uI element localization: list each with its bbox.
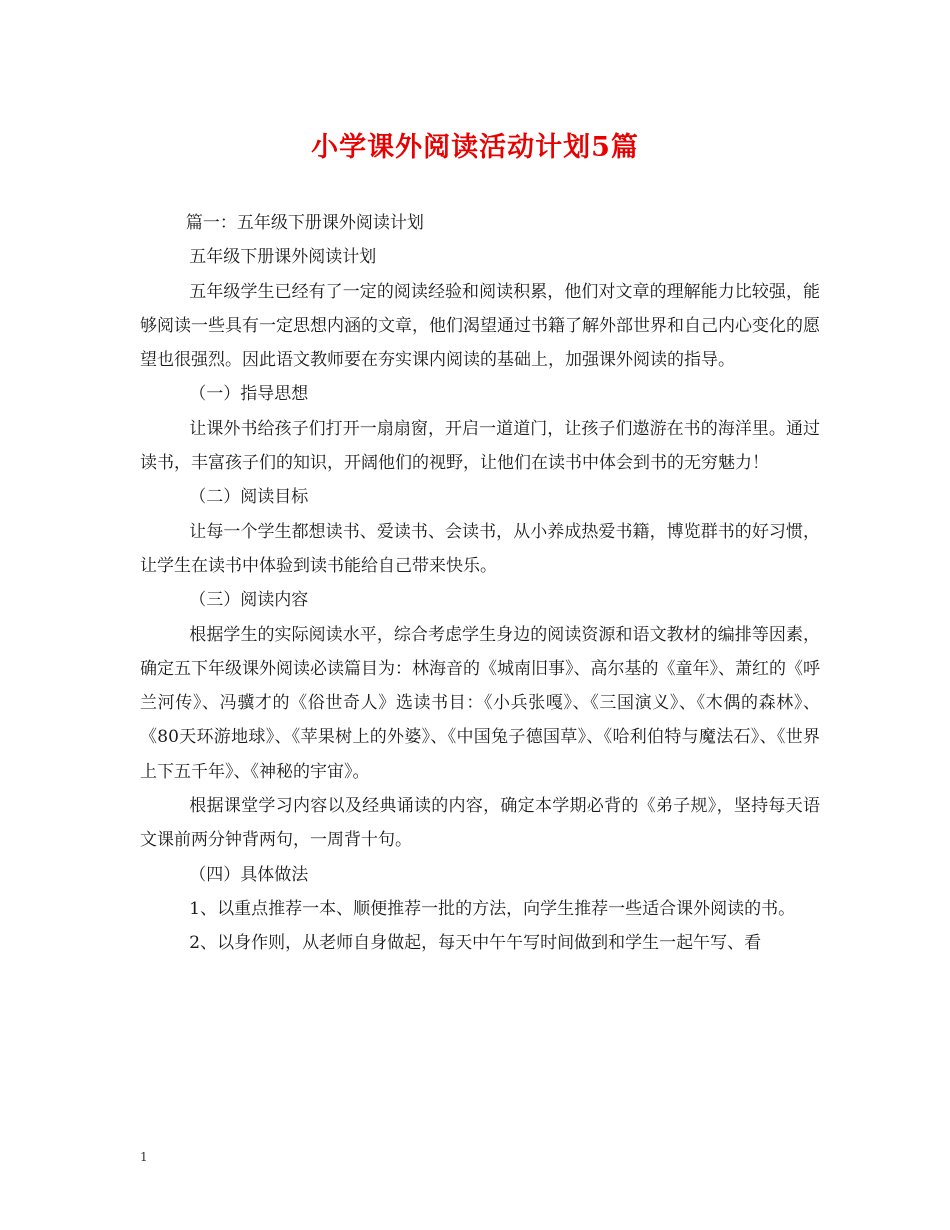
heading-methods: （四）具体做法 xyxy=(189,864,309,885)
document-body xyxy=(140,206,820,961)
paragraph-guiding-thought: 让课外书给孩子们打开一扇扇窗，开启一道道门，让孩子们遨游在书的海洋里。通过读书，丰富孩子们的知识，开阔他们的视野，让他们在读书中体会到书的无穷魅力！ xyxy=(140,418,820,474)
heading-reading-goals: （二）阅读目标 xyxy=(189,487,309,508)
document-title: 小学课外阅读活动计划5篇 xyxy=(311,132,639,163)
list-item: 1、以重点推荐一本、顺便推荐一批的方法，向学生推荐一些适合课外阅读的书。 xyxy=(189,898,796,919)
page-number: 1 xyxy=(140,1150,148,1164)
list-item: 2、以身作则，从老师自身做起，每天中午午写时间做到和学生一起午写、看 xyxy=(189,933,762,954)
paragraph-reading-goals: 让每一个学生都想读书、爱读书、会读书，从小养成热爱书籍，博览群书的好习惯，让学生在读书中体验到读书能给自己带来快乐。 xyxy=(140,521,820,576)
intro-paragraph: 五年级学生已经有了一定的阅读经验和阅读积累，他们对文章的理解能力比较强，能够阅读一些具有一定思想内涵的文章，他们渴望通过书籍了解外部世界和自己内心变化的愿望也很强烈。因此语文教师要在夯实课内阅读的基础上，加强课外阅读的指导。 xyxy=(140,281,820,371)
paragraph-recitation: 根据课堂学习内容以及经典诵读的内容，确定本学期必背的《弟子规》，坚持每天语文课前两分钟背两句，一周背十句。 xyxy=(140,796,820,851)
heading-guiding-thought: （一）指导思想 xyxy=(189,384,309,405)
paragraph-reading-content: 根据学生的实际阅读水平，综合考虑学生身边的阅读资源和语文教材的编排等因素，确定五下年级课外阅读必读篇目为：林海音的《城南旧事》、高尔基的《童年》、萧红的《呼兰河传》、冯骥才的《俗世奇人》选读书目：《小兵张嘎》、《三国演义》、《木偶的森林》、《80天环游地球》、《苹果树上的外婆》、《中国兔子德国草》、《哈利伯特与魔法石》、《世界上下五千年》、《神秘的宇宙》。 xyxy=(140,624,820,782)
section-heading: 篇一：五年级下册课外阅读计划 xyxy=(185,213,424,233)
subtitle-line: 五年级下册课外阅读计划 xyxy=(189,247,377,268)
heading-reading-content: （三）阅读内容 xyxy=(189,590,309,611)
